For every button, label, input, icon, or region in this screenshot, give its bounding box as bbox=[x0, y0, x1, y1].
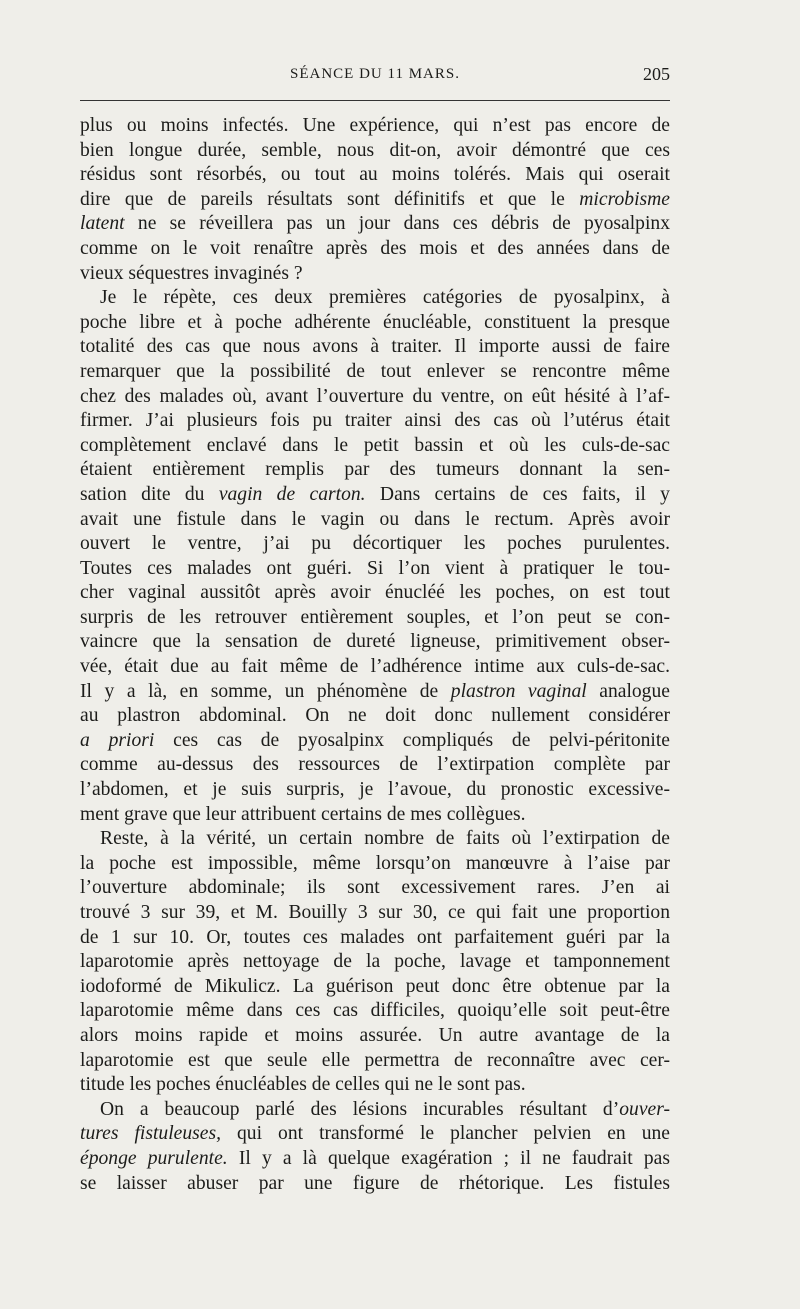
text-line: poche libre et à poche adhérente énucléable, constituent la presque bbox=[80, 311, 670, 333]
text-line: latent ne se réveillera pas un jour dans ces débris de pyosalpinx bbox=[80, 213, 670, 235]
text-line: Toutes ces malades ont guéri. Si l’on vient à pratiquer le tou- bbox=[80, 557, 670, 579]
text-line: cher vaginal aussitôt après avoir énucléé les poches, on est tout bbox=[80, 582, 670, 604]
text-line: laparotomie même dans ces cas difficiles, quoiqu’elle soit peut-être bbox=[80, 1000, 670, 1022]
text-line: a priori ces cas de pyosalpinx compliqués de pelvi-péritonite bbox=[80, 729, 670, 751]
text-line: laparotomie après nettoyage de la poche, lavage et tamponnement bbox=[80, 951, 670, 973]
text-line: vieux séquestres invaginés ? bbox=[80, 262, 303, 284]
body-text bbox=[80, 114, 670, 1196]
text-line: trouvé 3 sur 39, et M. Bouilly 3 sur 30, ce qui fait une proportion bbox=[80, 902, 670, 923]
text-line: ouvert le ventre, j’ai pu décortiquer les poches purulentes. bbox=[80, 533, 670, 555]
italic-term: microbisme bbox=[579, 188, 670, 210]
text-line: l’abdomen, et je suis surpris, je l’avoue, du pronostic excessive- bbox=[80, 779, 670, 801]
italic-term: vagin de carton. bbox=[218, 483, 366, 505]
text-line: dire que de pareils résultats sont définitifs et que le microbisme bbox=[80, 188, 670, 210]
text-line: Je le répète, ces deux premières catégories de pyosalpinx, à bbox=[100, 287, 670, 309]
text-line: se laisser abuser par une figure de rhétorique. Les fistules bbox=[80, 1172, 670, 1194]
text-line: étaient entièrement remplis par des tumeurs donnant la sen- bbox=[80, 459, 670, 481]
text-line: On a beaucoup parlé des lésions incurables résultant d’ouver- bbox=[100, 1098, 670, 1120]
text-line: surpris de les retrouver entièrement souples, et l’on peut se con- bbox=[80, 606, 670, 628]
italic-term: a priori bbox=[80, 729, 155, 751]
text-line: vée, était due au fait même de l’adhérence intime aux culs-de-sac. bbox=[80, 656, 670, 678]
text-line: vaincre que la sensation de dureté ligneuse, primitivement obser- bbox=[80, 631, 670, 653]
italic-term: plastron vaginal bbox=[450, 680, 587, 702]
text-line: remarquer que la possibilité de tout enlever se rencontre même bbox=[80, 360, 670, 382]
text-line: iodoformé de Mikulicz. La guérison peut donc être obtenue par la bbox=[80, 975, 670, 997]
text-line: sation dite du vagin de carton. Dans certains de ces faits, il y bbox=[80, 483, 670, 505]
italic-term: éponge purulente. bbox=[80, 1147, 228, 1169]
text-line: laparotomie est que seule elle permettra de reconnaître avec cer- bbox=[80, 1049, 670, 1071]
text-line: alors moins rapide et moins assurée. Un autre avantage de la bbox=[80, 1024, 670, 1046]
text-line: totalité des cas que nous avons à traiter. Il importe aussi de faire bbox=[80, 336, 670, 358]
header-title: SÉANCE DU 11 MARS. bbox=[290, 66, 460, 82]
text-line: chez des malades où, avant l’ouverture du ventre, on eût hésité à l’af- bbox=[80, 385, 670, 407]
italic-term: tures fistuleuses, bbox=[80, 1123, 221, 1145]
text-line: comme on le voit renaître après des mois et des années dans de bbox=[80, 237, 670, 259]
text-line: ment grave que leur attribuent certains de mes collègues. bbox=[80, 803, 526, 825]
text-line: l’ouverture abdominale; ils sont excessivement rares. J’en ai bbox=[80, 877, 670, 899]
header-rule bbox=[80, 100, 670, 101]
text-line: la poche est impossible, même lorsqu’on manœuvre à l’aise par bbox=[80, 852, 670, 874]
text-line: éponge purulente. Il y a là quelque exagération ; il ne faudrait pas bbox=[80, 1147, 670, 1169]
text-line: bien longue durée, semble, nous dit-on, avoir démontré que ces bbox=[80, 139, 670, 161]
text-line: plus ou moins infectés. Une expérience, qui n’est pas encore de bbox=[80, 115, 670, 136]
text-line: avait une fistule dans le vagin ou dans le rectum. Après avoir bbox=[80, 508, 670, 530]
running-header bbox=[80, 62, 670, 88]
italic-term: ouver- bbox=[619, 1098, 670, 1120]
text-line: résidus sont résorbés, ou tout au moins tolérés. Mais qui oserait bbox=[80, 164, 670, 186]
page-number: 205 bbox=[643, 64, 670, 84]
text-line: au plastron abdominal. On ne doit donc nullement considérer bbox=[80, 705, 670, 727]
text-line: firmer. J’ai plusieurs fois pu traiter ainsi des cas où l’utérus était bbox=[80, 410, 670, 432]
text-line: complètement enclavé dans le petit bassin et où les culs-de-sac bbox=[80, 434, 670, 456]
text-line: Il y a là, en somme, un phénomène de plastron vaginal analogue bbox=[80, 680, 670, 702]
text-line: Reste, à la vérité, un certain nombre de faits où l’extirpation de bbox=[100, 828, 670, 850]
text-line: tures fistuleuses, qui ont transformé le plancher pelvien en une bbox=[80, 1123, 670, 1145]
text-line: comme au-dessus des ressources de l’extirpation complète par bbox=[80, 754, 670, 776]
italic-term: latent bbox=[80, 213, 125, 235]
text-line: de 1 sur 10. Or, toutes ces malades ont parfaitement guéri par la bbox=[80, 926, 670, 948]
text-line: titude les poches énucléables de celles qui ne le sont pas. bbox=[80, 1074, 526, 1096]
